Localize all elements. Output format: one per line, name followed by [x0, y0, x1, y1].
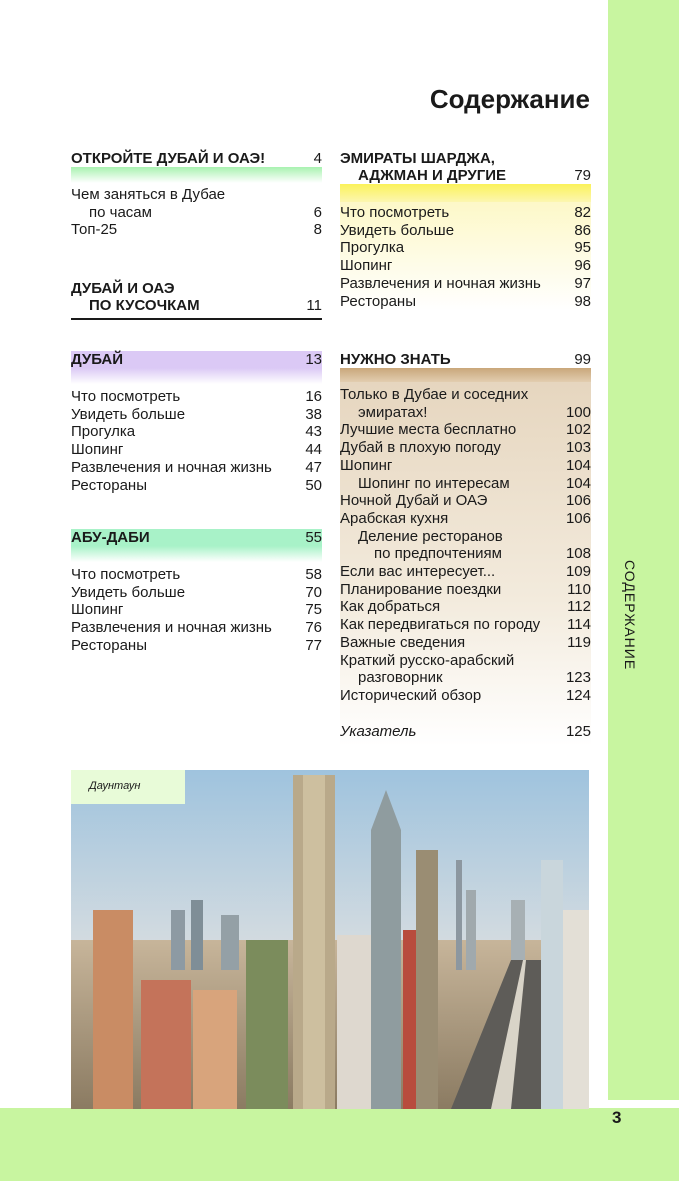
toc-entry[interactable]	[71, 423, 322, 441]
section-heading[interactable]	[340, 150, 591, 184]
entry-label: разговорник	[358, 669, 443, 687]
toc-section-dubai	[71, 351, 322, 494]
entry-label: Если вас интересует...	[340, 563, 496, 581]
section-title-line1: ДУБАЙ И ОАЭ	[71, 280, 175, 297]
entry-label: Ночной Дубай и ОАЭ	[340, 492, 488, 510]
section-body	[340, 382, 591, 746]
section-title: АБУ-ДАБИ	[71, 529, 150, 546]
entry-page-number: 106	[565, 492, 591, 510]
entry-label: Указатель	[340, 722, 417, 740]
section-page-number: 11	[306, 297, 322, 314]
entry-label: Шопинг	[71, 601, 124, 619]
toc-entry[interactable]	[340, 421, 591, 439]
toc-entry[interactable]	[340, 669, 591, 687]
toc-entry[interactable]	[71, 619, 322, 637]
toc-entry[interactable]	[340, 563, 591, 581]
section-color-band	[340, 184, 591, 202]
section-heading[interactable]	[71, 529, 322, 546]
entry-label: Важные сведения	[340, 633, 466, 651]
entry-page-number: 70	[305, 583, 322, 601]
toc-entry[interactable]	[71, 186, 322, 204]
entry-label: Прогулка	[340, 239, 405, 257]
section-title: НУЖНО ЗНАТЬ	[340, 351, 451, 368]
toc-entry[interactable]	[71, 477, 322, 495]
side-color-band	[608, 0, 679, 1100]
toc-entry[interactable]	[340, 581, 591, 599]
toc-entry[interactable]	[71, 584, 322, 602]
entry-label: Арабская кухня	[340, 509, 449, 527]
entry-label: по предпочтениям	[374, 545, 502, 563]
entry-page-number: 6	[313, 203, 322, 221]
entry-label-line1: Только в Дубае и соседних	[340, 386, 529, 403]
entry-page-number: 95	[574, 239, 591, 257]
entry-page-number: 50	[305, 476, 322, 494]
entry-page-number: 119	[567, 633, 591, 651]
entry-page-number: 123	[565, 669, 591, 687]
entry-page-number: 103	[565, 439, 591, 457]
toc-entry[interactable]	[340, 598, 591, 616]
entry-label: Исторический обзор	[340, 686, 482, 704]
toc-entry[interactable]	[340, 275, 591, 293]
toc-section-dubai-uae	[71, 280, 322, 320]
section-color-band	[71, 368, 322, 384]
section-color-band	[340, 368, 591, 382]
entry-label: Что посмотреть	[71, 566, 181, 583]
toc-entry[interactable]	[71, 637, 322, 655]
entry-label: Шопинг	[340, 257, 393, 275]
entry-label: Увидеть больше	[71, 405, 186, 423]
entry-page-number: 102	[565, 421, 591, 439]
page-number: 3	[612, 1108, 622, 1127]
entry-page-number: 47	[305, 458, 322, 476]
toc-entry[interactable]	[71, 441, 322, 459]
entry-page-number: 77	[305, 636, 322, 654]
toc-entry[interactable]	[71, 204, 322, 222]
section-page-number: 79	[574, 167, 591, 184]
page-title: Содержание	[429, 84, 590, 114]
toc-entry[interactable]	[71, 388, 322, 406]
toc-entry[interactable]	[71, 459, 322, 477]
entry-page-number: 104	[565, 474, 591, 492]
entry-label: эмиратах!	[358, 403, 428, 421]
entry-page-number: 44	[305, 441, 322, 459]
entry-page-number: 86	[574, 221, 591, 239]
toc-entry[interactable]	[340, 257, 591, 275]
photo-caption-box	[71, 770, 185, 804]
toc-entry-index[interactable]	[340, 723, 591, 741]
entry-page-number: 108	[565, 545, 591, 563]
entry-page-number: 76	[305, 619, 322, 637]
toc-entry[interactable]	[340, 475, 591, 493]
toc-section-emirates	[340, 150, 591, 310]
toc-section-discover	[71, 150, 322, 239]
toc-entry[interactable]	[340, 510, 591, 528]
toc-entry[interactable]	[340, 457, 591, 475]
entry-page-number: 16	[305, 388, 322, 405]
entry-page-number: 38	[305, 405, 322, 423]
toc-section-need-to-know	[340, 351, 591, 746]
entry-label: Развлечения и ночная жизнь	[340, 274, 541, 292]
section-title: ДУБАЙ	[71, 351, 124, 368]
section-title-line2: ПО КУСОЧКАМ	[89, 297, 200, 314]
toc-entry[interactable]	[340, 492, 591, 510]
section-heading[interactable]	[71, 150, 322, 167]
entry-page-number: 125	[565, 722, 591, 740]
toc-entry[interactable]	[340, 687, 591, 705]
section-heading[interactable]	[71, 351, 322, 368]
toc-entry[interactable]	[340, 439, 591, 457]
toc-entry[interactable]	[340, 528, 591, 546]
entry-page-number: 110	[567, 580, 591, 598]
toc-entry[interactable]	[340, 616, 591, 634]
toc-entry[interactable]	[340, 222, 591, 240]
toc-entry[interactable]	[71, 601, 322, 619]
entry-page-number: 75	[305, 601, 322, 619]
entry-page-number: 124	[565, 686, 591, 704]
toc-entry[interactable]	[71, 221, 322, 239]
entry-label: Рестораны	[71, 636, 147, 654]
entry-page-number: 82	[574, 204, 591, 221]
entry-label: Шопинг	[71, 441, 124, 459]
entry-page-number: 106	[565, 509, 591, 527]
toc-entry[interactable]	[340, 239, 591, 257]
section-color-band	[71, 546, 322, 562]
entry-label: Дубай в плохую погоду	[340, 439, 501, 457]
toc-entry[interactable]	[71, 406, 322, 424]
entry-label: по часам	[89, 203, 152, 221]
entry-page-number: 112	[567, 598, 591, 616]
section-heading[interactable]	[340, 351, 591, 368]
toc-entry[interactable]	[340, 293, 591, 311]
entry-label-line1: Чем заняться в Дубае	[71, 186, 226, 203]
entry-label: Шопинг по интересам	[358, 474, 510, 492]
entry-page-number: 104	[565, 456, 591, 474]
side-section-label: СОДЕРЖАНИЕ	[622, 560, 638, 671]
entry-page-number: 100	[565, 403, 591, 421]
toc-entry[interactable]	[71, 566, 322, 584]
section-page-number: 99	[574, 351, 591, 368]
toc-entry[interactable]	[340, 404, 591, 422]
toc-entry[interactable]	[340, 386, 591, 404]
skyline-photo	[71, 770, 589, 1109]
entry-page-number: 98	[574, 292, 591, 310]
skyline-illustration	[71, 770, 589, 1109]
entry-label: Развлечения и ночная жизнь	[71, 458, 272, 476]
entry-label: Что посмотреть	[340, 204, 450, 221]
entry-page-number: 58	[305, 566, 322, 583]
entry-page-number: 8	[313, 221, 322, 239]
entry-label-line1: Краткий русско-арабский	[340, 651, 515, 669]
toc-entry[interactable]	[340, 204, 591, 222]
entry-page-number: 109	[565, 563, 591, 581]
section-title-line1: ЭМИРАТЫ ШАРДЖА,	[340, 150, 495, 167]
section-color-band	[71, 167, 322, 183]
entry-label: Планирование поездки	[340, 580, 502, 598]
entry-page-number: 114	[567, 616, 591, 634]
entry-label: Увидеть больше	[71, 583, 186, 601]
toc-section-abu-dhabi	[71, 529, 322, 655]
entry-label: Что посмотреть	[71, 388, 181, 405]
entry-page-number: 97	[574, 274, 591, 292]
toc-entry[interactable]	[340, 652, 591, 670]
entry-label: Рестораны	[340, 292, 416, 310]
section-page-number: 13	[305, 351, 322, 368]
toc-entry[interactable]	[340, 634, 591, 652]
section-page-number: 55	[305, 529, 322, 546]
entry-label: Рестораны	[71, 476, 147, 494]
entry-label: Топ-25	[71, 221, 118, 239]
entry-label: Как добраться	[340, 598, 441, 616]
entry-label: Прогулка	[71, 423, 136, 441]
entry-page-number: 96	[574, 257, 591, 275]
toc-entry[interactable]	[340, 545, 591, 563]
section-title: ОТКРОЙТЕ ДУБАЙ И ОАЭ!	[71, 150, 266, 167]
section-heading[interactable]	[71, 280, 322, 314]
section-title-line2: АДЖМАН И ДРУГИЕ	[358, 167, 507, 184]
entry-label: Увидеть больше	[340, 221, 455, 239]
entry-label-line1: Деление ресторанов	[358, 527, 503, 545]
entry-label: Лучшие места бесплатно	[340, 421, 517, 439]
photo-caption: Даунтаун	[89, 780, 141, 792]
entry-page-number: 43	[305, 423, 322, 441]
section-page-number: 4	[313, 150, 322, 167]
entry-label: Шопинг	[340, 456, 393, 474]
bottom-color-band	[0, 1108, 679, 1181]
entry-label: Как передвигаться по городу	[340, 616, 541, 634]
entry-label: Развлечения и ночная жизнь	[71, 619, 272, 637]
